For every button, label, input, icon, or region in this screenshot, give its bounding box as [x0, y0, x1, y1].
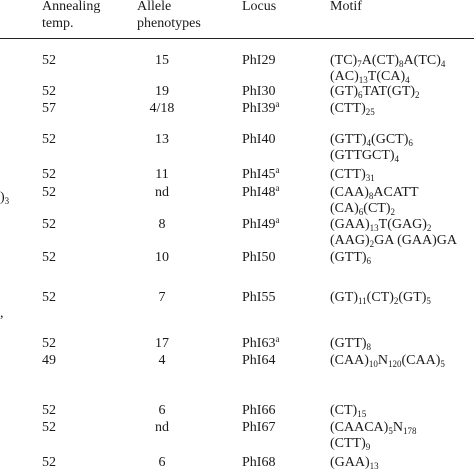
motif-sequence: (GT) — [330, 290, 358, 305]
motif-repeat-count: 8 — [399, 59, 404, 69]
allele-phenotypes-cell: 15 — [155, 53, 169, 68]
locus-footnote-marker: a — [275, 215, 280, 225]
allele-phenotypes-cell: 7 — [158, 290, 166, 305]
motif-sequence: TAT(GT) — [362, 84, 416, 99]
annealing-temp-cell: 52 — [42, 217, 56, 232]
header-allele-line1: Allele — [137, 0, 172, 14]
motif-sequence: (AC) — [330, 69, 359, 84]
motif-line — [330, 353, 445, 369]
motif-line — [330, 185, 419, 201]
annealing-temp-cell: 52 — [42, 420, 56, 435]
locus-cell — [242, 132, 275, 148]
motif-line — [330, 436, 370, 452]
motif-sequence: (GTT) — [330, 132, 367, 147]
motif-sequence: ACATT — [373, 185, 419, 200]
locus-cell — [242, 167, 279, 183]
motif-repeat-count: 15 — [357, 409, 367, 419]
locus-cell — [242, 336, 279, 352]
allele-phenotypes-cell: nd — [155, 185, 169, 200]
motif-repeat-count: 5 — [440, 359, 445, 369]
locus-name: PhI29 — [242, 53, 276, 68]
motif-repeat-count: 6 — [408, 138, 413, 148]
motif-repeat-count: 4 — [394, 154, 400, 164]
locus-name: PhI45 — [242, 167, 276, 182]
motif-sequence: (GAA) — [330, 455, 370, 470]
left-fragment-comma: , — [0, 306, 4, 321]
motif-repeat-count: 2 — [393, 296, 399, 306]
motif-sequence: (CT) — [363, 201, 391, 216]
motif-sequence: (CA) — [330, 201, 359, 216]
motif-line — [330, 101, 375, 117]
allele-phenotypes-cell: 4 — [158, 353, 166, 368]
motif-repeat-count: 6 — [358, 207, 364, 217]
locus-cell — [242, 455, 275, 471]
locus-cell — [242, 250, 275, 266]
locus-cell — [242, 217, 279, 233]
motif-sequence: GA (GAA)GA — [374, 233, 457, 248]
motif-sequence: A(TC) — [403, 53, 441, 68]
locus-footnote-marker: a — [275, 183, 280, 193]
motif-line — [330, 455, 379, 471]
motif-line — [330, 148, 399, 164]
locus-name: PhI30 — [242, 84, 276, 99]
motif-repeat-count: 11 — [358, 296, 367, 306]
locus-cell — [242, 185, 279, 201]
motif-line — [330, 217, 431, 233]
annealing-temp-cell: 52 — [42, 185, 56, 200]
locus-name: PhI55 — [242, 290, 276, 305]
locus-cell — [242, 353, 275, 369]
allele-phenotypes-cell: 4/18 — [149, 101, 175, 116]
motif-line — [330, 132, 413, 148]
locus-footnote-marker: a — [275, 334, 280, 344]
motif-repeat-count: 2 — [415, 90, 420, 100]
allele-phenotypes-cell: nd — [155, 420, 169, 435]
locus-name: PhI64 — [242, 353, 276, 368]
allele-phenotypes-cell: 13 — [155, 132, 169, 147]
motif-sequence: (GCT) — [371, 132, 409, 147]
motif-repeat-count: 2 — [426, 223, 432, 233]
motif-repeat-count: 4 — [405, 75, 410, 85]
motif-sequence: N — [392, 420, 403, 435]
locus-name: PhI68 — [242, 455, 276, 470]
annealing-temp-cell: 52 — [42, 53, 56, 68]
annealing-temp-cell: 52 — [42, 290, 56, 305]
locus-name: PhI63 — [242, 336, 276, 351]
motif-sequence: (GAA) — [330, 217, 370, 232]
motif-sequence: (CTT) — [330, 436, 366, 451]
motif-sequence: (CTT) — [330, 167, 366, 182]
motif-sequence: (GT) — [398, 290, 427, 305]
motif-sequence: (GTT) — [330, 250, 367, 265]
locus-cell — [242, 101, 279, 117]
locus-name: PhI40 — [242, 132, 276, 147]
motif-repeat-count: 4 — [440, 59, 446, 69]
locus-cell — [242, 403, 275, 419]
motif-sequence: (GT) — [330, 84, 358, 99]
motif-repeat-count: 5 — [426, 296, 431, 306]
locus-name: PhI66 — [242, 403, 276, 418]
motif-repeat-count: 6 — [358, 90, 363, 100]
motif-repeat-count: 13 — [369, 223, 379, 233]
motif-sequence: (CAACA) — [330, 420, 389, 435]
motif-sequence: (CT) — [366, 290, 394, 305]
motif-line — [330, 290, 431, 306]
locus-cell — [242, 420, 275, 436]
motif-line — [330, 84, 420, 100]
annealing-temp-cell: 52 — [42, 455, 56, 470]
motif-repeat-count: 9 — [365, 442, 371, 452]
motif-line — [330, 420, 416, 436]
motif-repeat-count: 6 — [366, 256, 372, 266]
motif-repeat-count: 2 — [390, 207, 395, 217]
locus-footnote-marker: a — [275, 165, 280, 175]
motif-sequence: (AAG) — [330, 233, 370, 248]
motif-sequence: (GTTGCT) — [330, 148, 395, 163]
annealing-temp-cell: 52 — [42, 167, 56, 182]
annealing-temp-cell: 52 — [42, 250, 56, 265]
allele-phenotypes-cell: 10 — [155, 250, 169, 265]
motif-repeat-count: 31 — [365, 173, 375, 183]
locus-name: PhI67 — [242, 420, 276, 435]
motif-sequence: (TC) — [330, 53, 358, 68]
motif-sequence: T(CA) — [367, 69, 406, 84]
header-annealing-line1: Annealing — [42, 0, 101, 14]
allele-phenotypes-cell: 6 — [158, 403, 166, 418]
annealing-temp-cell: 49 — [42, 353, 56, 368]
locus-footnote-marker: a — [275, 99, 280, 109]
motif-line — [330, 201, 395, 217]
motif-line — [330, 336, 371, 352]
annealing-temp-cell: 52 — [42, 403, 56, 418]
allele-phenotypes-cell: 6 — [158, 455, 166, 470]
allele-phenotypes-cell: 17 — [155, 336, 169, 351]
locus-cell — [242, 53, 275, 69]
motif-repeat-count: 8 — [368, 191, 374, 201]
motif-repeat-count: 120 — [388, 359, 402, 369]
motif-sequence: (CAA) — [330, 185, 369, 200]
annealing-temp-cell: 57 — [42, 101, 56, 116]
motif-sequence: (CAA) — [401, 353, 441, 368]
motif-repeat-count: 8 — [366, 342, 372, 352]
annealing-temp-cell: 52 — [42, 132, 56, 147]
motif-sequence: T(GAG) — [378, 217, 427, 232]
header-rule — [0, 38, 474, 39]
motif-sequence: (CAA) — [330, 353, 369, 368]
locus-name: PhI48 — [242, 185, 276, 200]
motif-repeat-count: 2 — [369, 239, 375, 249]
locus-cell — [242, 290, 275, 306]
motif-repeat-count: 4 — [366, 138, 372, 148]
left-fragment-count: 3 — [4, 196, 10, 206]
left-fragment-paren: ) — [0, 190, 5, 205]
header-allele-line2: phenotypes — [137, 16, 201, 31]
locus-name: PhI49 — [242, 217, 276, 232]
annealing-temp-cell: 52 — [42, 336, 56, 351]
motif-repeat-count: 5 — [388, 426, 393, 436]
motif-line — [330, 53, 445, 69]
motif-sequence: (GTT) — [330, 336, 367, 351]
locus-name: PhI50 — [242, 250, 276, 265]
motif-sequence: (CT) — [330, 403, 358, 418]
motif-repeat-count: 10 — [368, 359, 378, 369]
motif-line — [330, 69, 410, 85]
left-fragment-subscript — [0, 190, 9, 206]
motif-repeat-count: 178 — [402, 426, 417, 436]
motif-line — [330, 167, 375, 183]
motif-sequence: N — [377, 353, 389, 368]
left-fragment-text — [0, 190, 9, 205]
motif-line — [330, 233, 457, 249]
motif-sequence: A(CT) — [361, 53, 400, 68]
allele-phenotypes-cell: 8 — [158, 217, 166, 232]
header-annealing-line2: temp. — [42, 16, 74, 31]
motif-line — [330, 250, 371, 266]
motif-line — [330, 403, 366, 419]
header-motif: Motif — [330, 0, 362, 14]
motif-repeat-count: 13 — [358, 75, 368, 85]
allele-phenotypes-cell: 19 — [155, 84, 169, 99]
motif-repeat-count: 13 — [369, 461, 379, 471]
annealing-temp-cell: 52 — [42, 84, 56, 99]
locus-cell — [242, 84, 275, 100]
locus-name: PhI39 — [242, 101, 276, 116]
motif-repeat-count: 25 — [365, 107, 375, 117]
motif-repeat-count: 7 — [357, 59, 362, 69]
header-locus: Locus — [242, 0, 277, 14]
motif-sequence: (CTT) — [330, 101, 366, 116]
allele-phenotypes-cell: 11 — [155, 167, 169, 182]
